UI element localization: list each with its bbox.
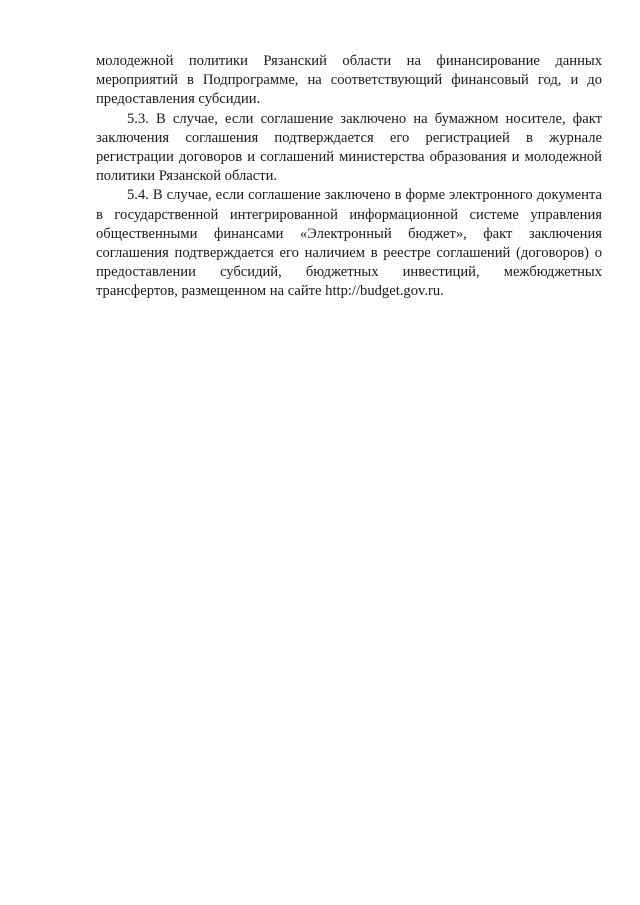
paragraph-5-4: 5.4. В случае, если соглашение заключено в форме электронного документа в государственной интегрированной информационной системе управления общественными финансами «Электронный бюджет», факт заключения соглашения подтверждается его наличием в реестре соглашений (договоров) о предоставлении субсидий, бюджетных инвестиций, межбюджетных трансфертов, размещенном на сайте http://budget.gov.ru. <box>96 187 602 300</box>
paragraph-5-3: 5.3. В случае, если соглашение заключено на бумажном носителе, факт заключения соглашения подтверждается его регистрацией в журнале регистрации договоров и соглашений министерства образования и молодежной политики Рязанской области. <box>96 110 602 185</box>
document-body <box>96 52 602 302</box>
paragraph-continuation: молодежной политики Рязанский области на финансирование данных мероприятий в Подпрограмме, на соответствующий финансовый год, и до предоставления субсидии. <box>96 53 602 108</box>
